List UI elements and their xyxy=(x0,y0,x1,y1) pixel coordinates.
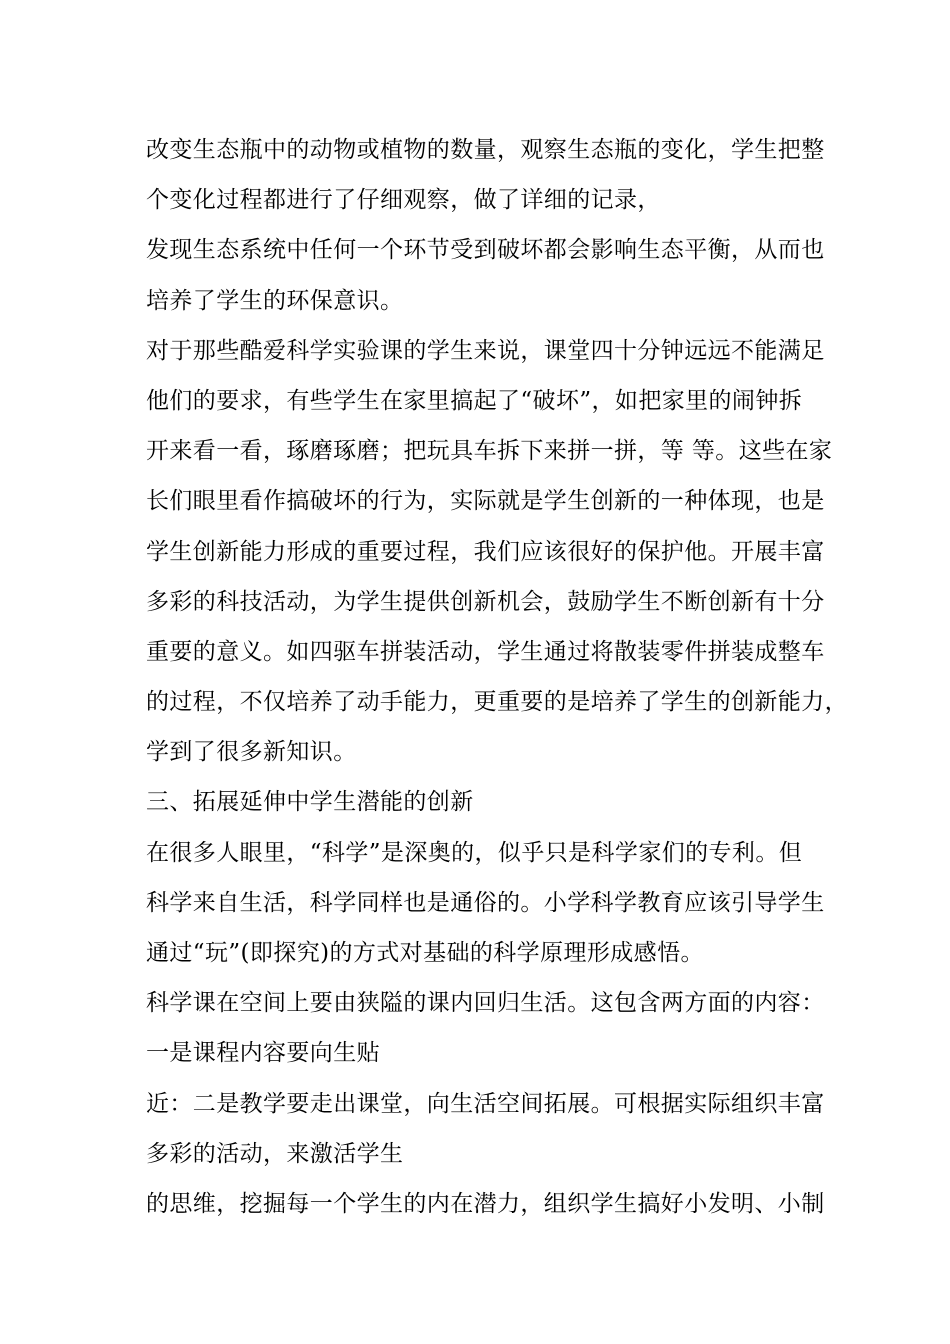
text-line: 对于那些酷爱科学实验课的学生来说，课堂四十分钟远远不能满足 xyxy=(146,337,825,364)
text-line: 一是课程内容要向生贴 xyxy=(146,1040,380,1067)
text-line: 改变生态瓶中的动物或植物的数量，观察生态瓶的变化，学生把整 xyxy=(146,137,825,163)
text-line: 开来看一看，琢磨琢磨；把玩具车拆下来拼一拼，等 等。这些在家 xyxy=(146,438,833,465)
text-line: 培养了学生的环保意识。 xyxy=(146,287,404,314)
text-line: 科学来自生活，科学同样也是通俗的。小学科学教育应该引导学生 xyxy=(146,889,825,916)
text-line: 通过“玩”(即探究)的方式对基础的科学原理形成感悟。 xyxy=(146,940,704,966)
text-line: 多彩的科技活动，为学生提供创新机会，鼓励学生不断创新有十分 xyxy=(146,588,825,615)
text-line: 的思维，挖掘每一个学生的内在潜力，组织学生搞好小发明、小制 xyxy=(146,1190,825,1217)
text-line: 多彩的活动，来激活学生 xyxy=(146,1140,404,1167)
text-line: 科学课在空间上要由狭隘的课内回归生活。这包含两方面的内容： xyxy=(146,990,825,1017)
text-line: 重要的意义。如四驱车拼装活动，学生通过将散装零件拼装成整车 xyxy=(146,638,825,665)
section-heading: 三、拓展延伸中学生潜能的创新 xyxy=(146,789,474,816)
text-line: 学生创新能力形成的重要过程，我们应该很好的保护他。开展丰富 xyxy=(146,538,825,565)
text-line: 近：二是教学要走出课堂，向生活空间拓展。可根据实际组织丰富 xyxy=(146,1090,825,1117)
text-line: 长们眼里看作搞破坏的行为，实际就是学生创新的一种体现，也是 xyxy=(146,488,825,515)
text-line: 发现生态系统中任何一个环节受到破坏都会影响生态平衡，从而也 xyxy=(146,237,825,264)
text-line: 他们的要求，有些学生在家里搞起了“破坏”，如把家里的闹钟拆 xyxy=(146,387,803,414)
text-line: 的过程，不仅培养了动手能力，更重要的是培养了学生的创新能力， xyxy=(146,689,848,716)
text-line: 在很多人眼里，“科学”是深奥的，似乎只是科学家们的专利。但 xyxy=(146,839,803,866)
text-line: 个变化过程都进行了仔细观察，做了详细的记录， xyxy=(146,187,661,214)
text-line: 学到了很多新知识。 xyxy=(146,739,357,766)
body-text xyxy=(146,133,848,1237)
